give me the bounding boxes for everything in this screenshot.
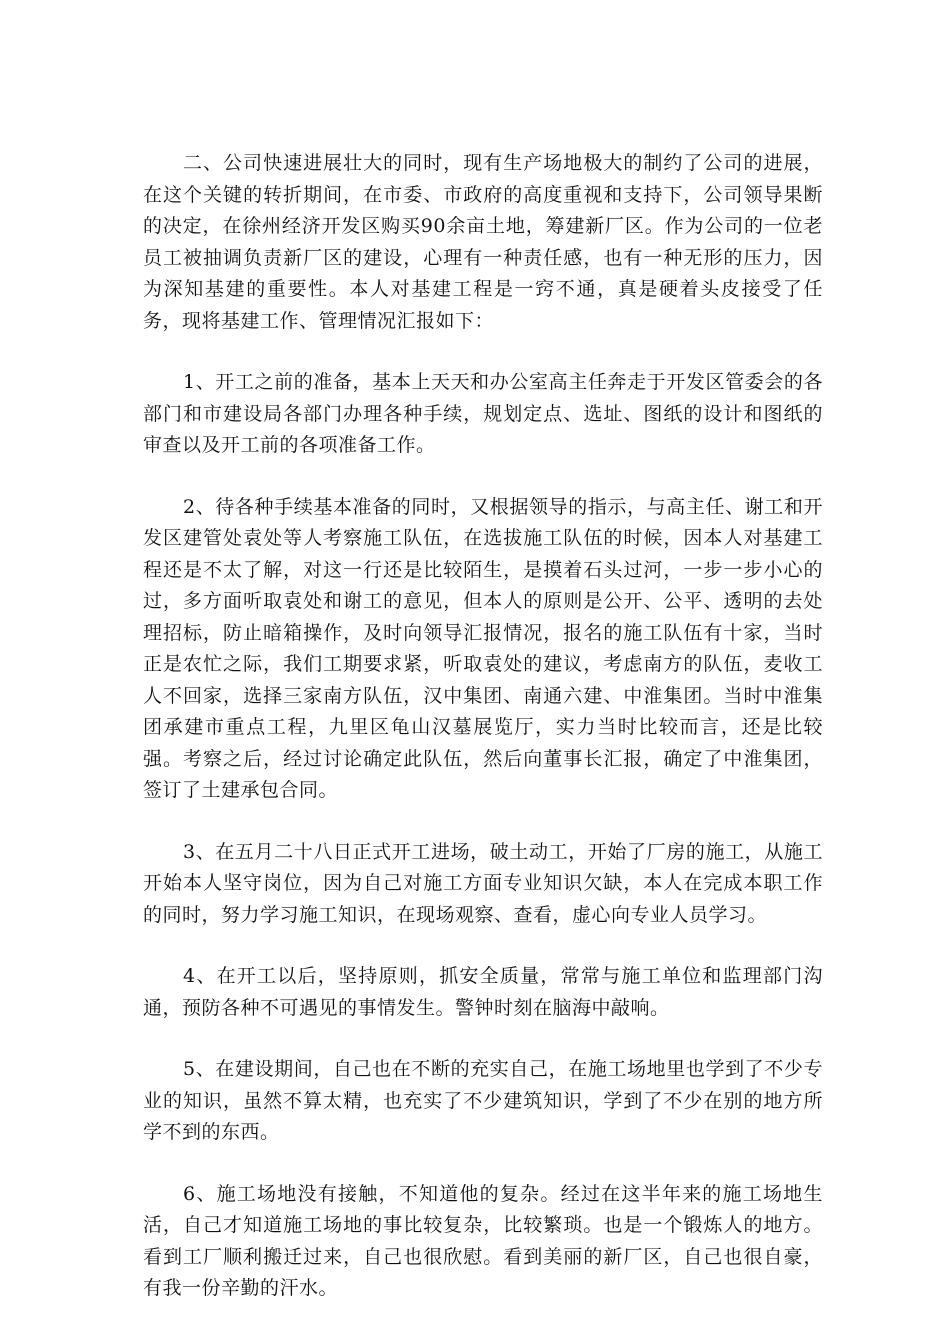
paragraph-item-1: 1、开工之前的准备，基本上天天和办公室高主任奔走于开发区管委会的各部门和市建设局各部门办理各种手续，规划定点、选址、图纸的设计和图纸的审查以及开工前的各项准备工作。 [143,371,823,456]
paragraph-item-3: 3、在五月二十八日正式开工进场，破土动工，开始了厂房的施工，从施工开始本人坚守岗位，因为自己对施工方面专业知识欠缺，本人在完成本职工作的同时，努力学习施工知识，在现场观察、查看，虚心向专业人员学习。 [143,840,823,926]
document-body [143,148,823,1335]
paragraph-item-4: 4、在开工以后，坚持原则，抓安全质量，常常与施工单位和监理部门沟通，预防各种不可遇见的事情发生。警钟时刻在脑海中敲响。 [143,965,823,1019]
paragraph-intro: 二、公司快速进展壮大的同时，现有生产场地极大的制约了公司的进展，在这个关键的转折期间，在市委、市政府的高度重视和支持下，公司领导果断的决定，在徐州经济开发区购买90余亩土地，筹建新厂区。作为公司的一位老员工被抽调负责新厂区的建设，心理有一种责任感，也有一种无形的压力，因为深知基建的重要性。本人对基建工程是一窍不通，真是硬着头皮接受了任务，现将基建工作、管理情况汇报如下： [143,152,823,332]
paragraph-item-6: 6、施工场地没有接触，不知道他的复杂。经过在这半年来的施工场地生活，自己才知道施工场地的事比较复杂，比较繁琐。也是一个锻炼人的地方。看到工厂顺利搬迁过来，自己也很欣慰。看到美丽的新厂区，自己也很自豪，有我一份辛勤的汗水。 [143,1182,823,1299]
paragraph-item-2: 2、待各种手续基本准备的同时，又根据领导的指示，与高主任、谢工和开发区建管处袁处等人考察施工队伍，在选拔施工队伍的时候，因本人对基建工程还是不太了解，对这一行还是比较陌生，是摸着石头过河，一步一步小心的过，多方面听取袁处和谢工的意见，但本人的原则是公开、公平、透明的去处理招标，防止暗箱操作，及时向领导汇报情况，报名的施工队伍有十家，当时正是农忙之际，我们工期要求紧，听取袁处的建议，考虑南方的队伍，麦收工人不回家，选择三家南方队伍，汉中集团、南通六建、中淮集团。当时中淮集团承建市重点工程，九里区龟山汉墓展览厅，实力当时比较而言，还是比较强。考察之后，经过讨论确定此队伍，然后向董事长汇报，确定了中淮集团，签订了土建承包合同。 [143,495,823,801]
paragraph-item-5: 5、在建设期间，自己也在不断的充实自己，在施工场地里也学到了不少专业的知识，虽然不算太精，也充实了不少建筑知识，学到了不少在别的地方所学不到的东西。 [143,1058,823,1143]
